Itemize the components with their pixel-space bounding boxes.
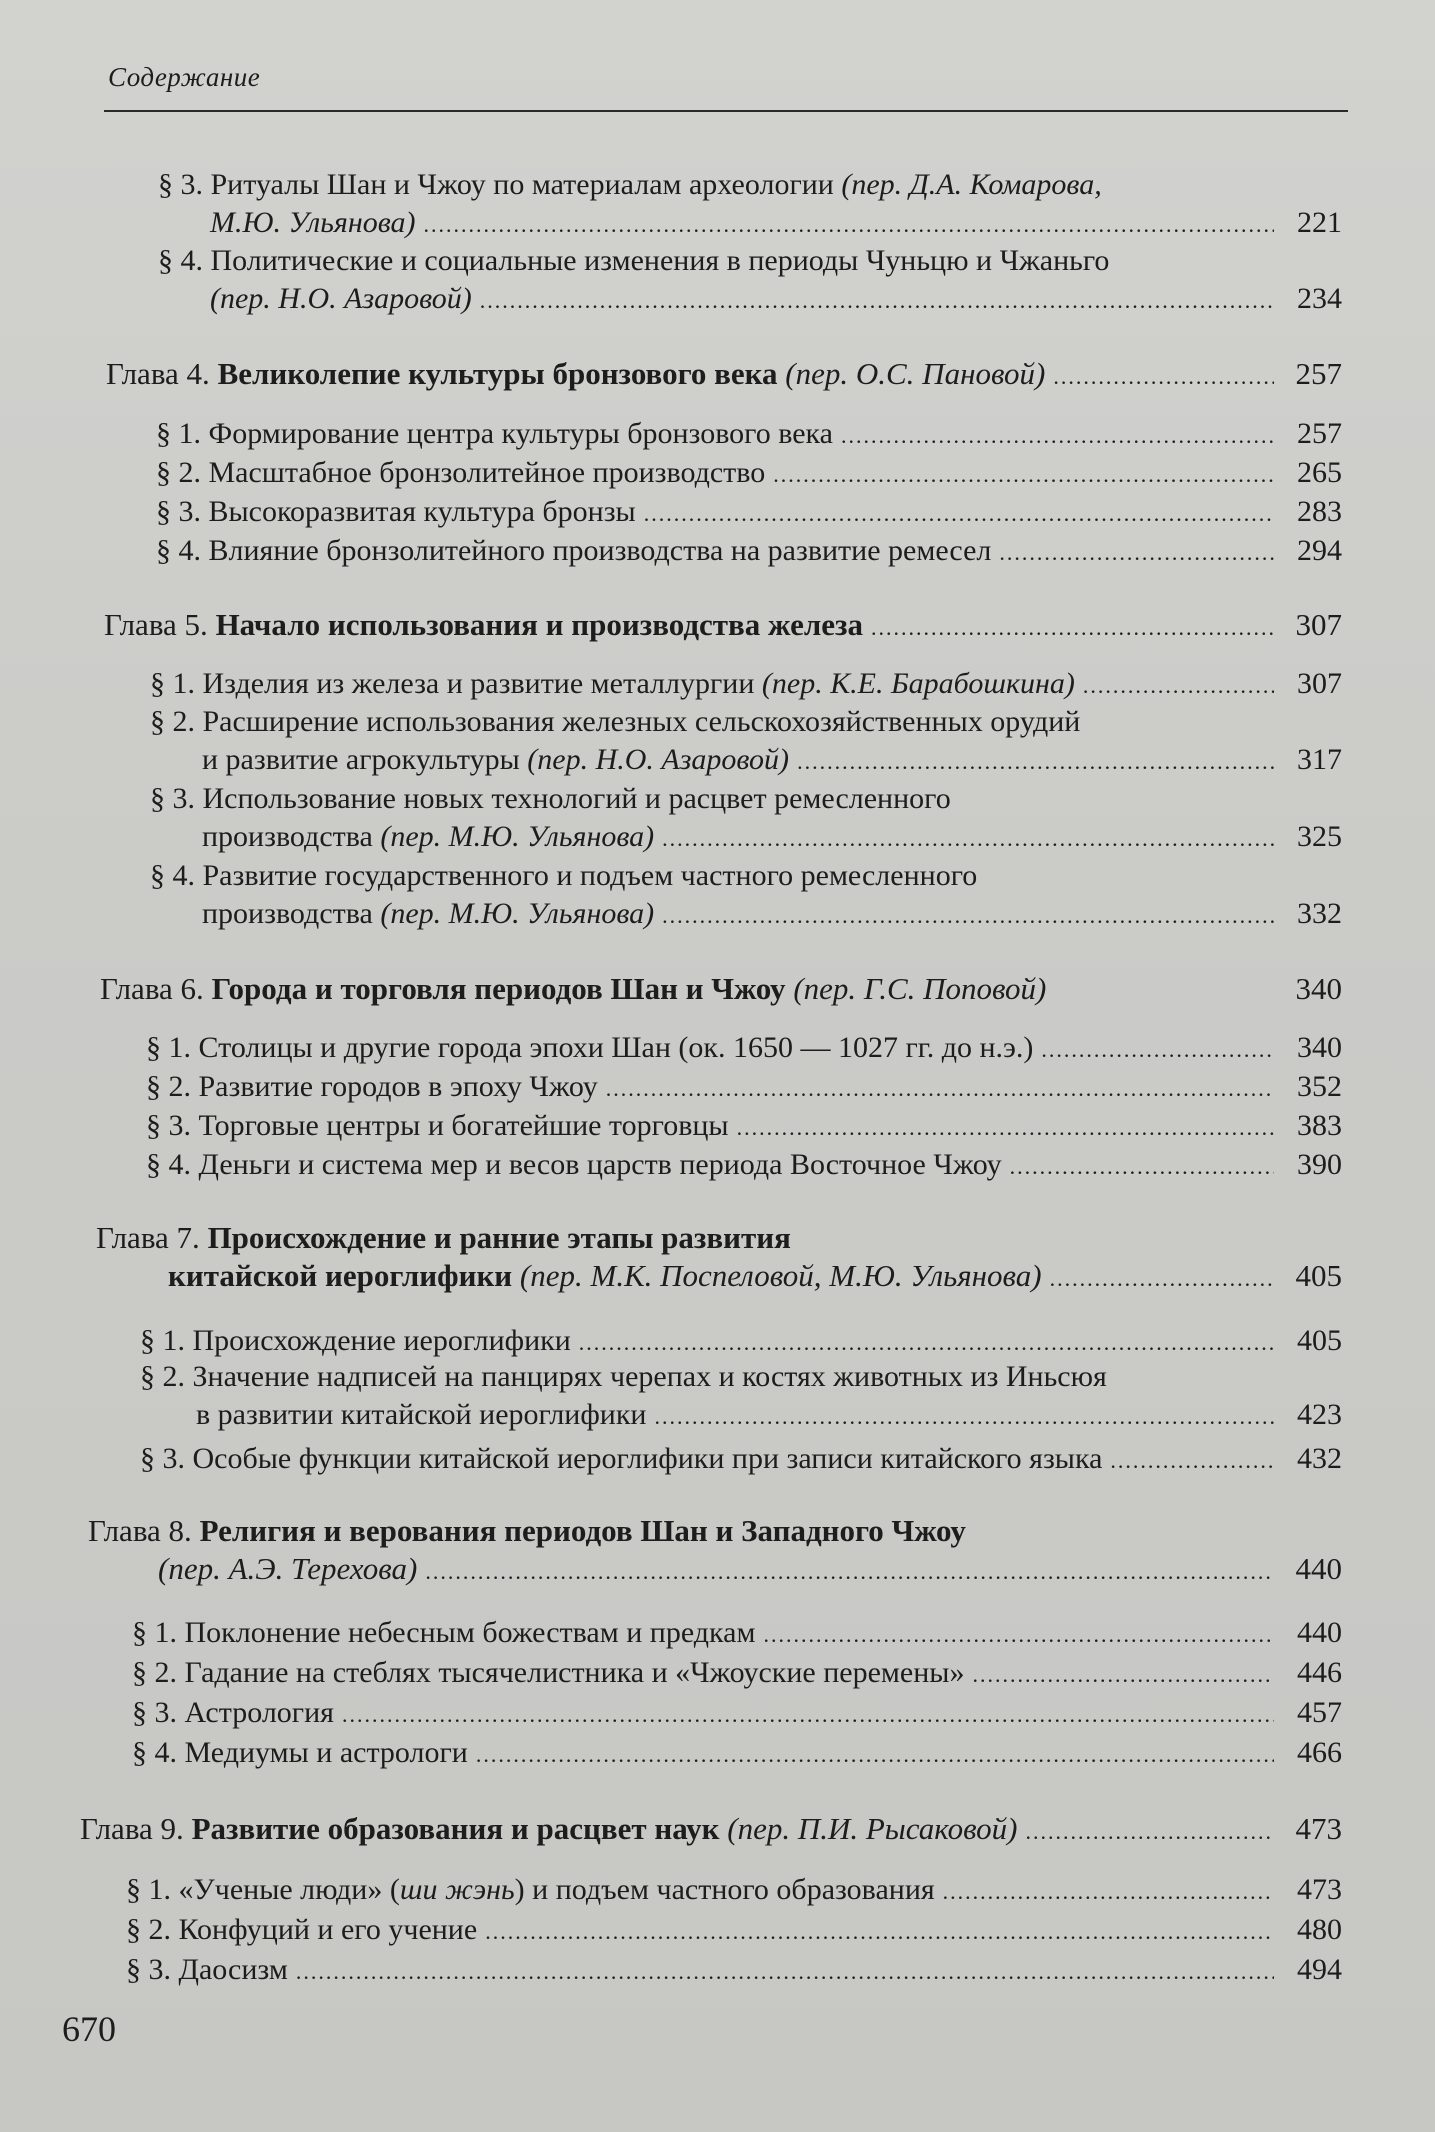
entry-translator: (пер. Д.А. Комарова,: [841, 168, 1102, 201]
leader-dots: [1010, 1148, 1274, 1186]
leader-dots: [644, 495, 1274, 533]
entry-label: § 3. Астрология: [132, 1696, 334, 1729]
page-number: 405: [1295, 1258, 1342, 1293]
leader-dots: [1110, 1442, 1274, 1480]
page-number: 440: [1295, 1551, 1342, 1586]
page-number: 307: [1295, 607, 1342, 642]
chapter-number: Глава 5.: [104, 607, 216, 642]
leader-dots: [654, 1398, 1274, 1436]
header-rule: [104, 110, 1348, 112]
toc-entry[interactable]: [140, 1440, 1342, 1480]
chapter-title: Происхождение и ранние этапы развития: [207, 1220, 791, 1255]
leader-dots: [485, 1913, 1274, 1951]
page-number: 257: [1297, 417, 1342, 450]
entry-label: § 3. Даосизм: [126, 1953, 288, 1986]
entry-label: § 3. Высокоразвитая культура бронзы: [156, 495, 636, 528]
leader-dots: [296, 1953, 1274, 1991]
entry-label: § 1. Поклонение небесным божествам и предкам: [132, 1616, 756, 1649]
entry-translator: (пер. М.К. Поспеловой, М.Ю. Ульянова): [512, 1258, 1042, 1293]
entry-label: § 2. Конфуций и его учение: [126, 1913, 478, 1946]
chapter-title: Великолепие культуры бронзового века: [217, 356, 778, 391]
entry-translator: (пер. Н.О. Азаровой): [210, 282, 472, 315]
chapter-title: Развитие образования и расцвет наук: [191, 1811, 720, 1846]
toc-entry[interactable]: [158, 166, 1342, 244]
page-number: 440: [1297, 1616, 1342, 1649]
page-number: 332: [1297, 897, 1342, 930]
entry-translator: (пер. К.Е. Барабошкина): [761, 667, 1075, 700]
entry-term: ши жэнь: [399, 1873, 515, 1906]
toc-entry[interactable]: [126, 1951, 1342, 1991]
page-number: 265: [1297, 456, 1342, 489]
page-number: 257: [1295, 356, 1342, 391]
leader-dots: [841, 417, 1274, 455]
chapter-title-cont: китайской иероглифики: [168, 1258, 513, 1293]
page-number: 432: [1297, 1442, 1342, 1475]
page-number: 473: [1297, 1873, 1342, 1906]
entry-label: § 3. Использование новых технологий и расцвет ремесленного: [150, 782, 951, 815]
entry-label-cont: производства: [202, 820, 381, 853]
chapter-title: Начало использования и производства железа: [215, 607, 863, 642]
entry-label-cont: в развитии китайской иероглифики: [196, 1398, 647, 1431]
leader-dots: [972, 1656, 1274, 1694]
entry-label: § 4. Развитие государственного и подъем частного ремесленного: [150, 859, 978, 892]
leader-dots: [425, 1553, 1274, 1591]
page-number: 221: [1297, 206, 1342, 239]
toc-entry[interactable]: [146, 1146, 1342, 1186]
entry-label: § 4. Влияние бронзолитейного производства на развитие ремесел: [156, 534, 992, 567]
page-number: 352: [1297, 1070, 1342, 1103]
leader-dots: [480, 282, 1274, 320]
entry-label-cont: производства: [202, 897, 381, 930]
entry-label: § 1. Происхождение иероглифики: [140, 1324, 571, 1357]
leader-dots: [871, 609, 1274, 647]
page-number: 234: [1297, 282, 1342, 315]
chapter-entry[interactable]: [88, 1512, 1342, 1591]
leader-dots: [943, 1873, 1274, 1911]
entry-label: § 3. Торговые центры и богатейшие торговцы: [146, 1109, 729, 1142]
page-number: 383: [1297, 1109, 1342, 1142]
toc-entry[interactable]: [140, 1322, 1342, 1362]
page-number: 457: [1297, 1696, 1342, 1729]
entry-label: § 1. Формирование центра культуры бронзового века: [156, 417, 833, 450]
entry-label: § 3. Ритуалы Шан и Чжоу по материалам археологии: [158, 168, 842, 201]
toc-entry[interactable]: [156, 415, 1342, 455]
entry-label: § 4. Медиумы и астрологи: [132, 1736, 468, 1769]
entry-translator: М.Ю. Ульянова): [210, 206, 416, 239]
toc-entry[interactable]: [158, 242, 1342, 320]
running-head: Содержание: [108, 62, 261, 92]
chapter-entry[interactable]: [104, 606, 1342, 647]
leader-dots: [606, 1070, 1274, 1108]
toc-entry[interactable]: [156, 454, 1342, 494]
entry-label: § 1. Изделия из железа и развитие металлургии: [150, 667, 762, 700]
toc-entry[interactable]: [146, 1068, 1342, 1108]
entry-translator: (пер. П.И. Рысаковой): [719, 1811, 1018, 1846]
entry-label: § 2. Развитие городов в эпоху Чжоу: [146, 1070, 598, 1103]
toc-entry[interactable]: [146, 1029, 1342, 1069]
leader-dots: [342, 1696, 1274, 1734]
leader-dots: [1053, 358, 1274, 396]
page-number: 325: [1297, 820, 1342, 853]
entry-label: § 1. Столицы и другие города эпохи Шан (ок. 1650 — 1027 гг. до н.э.): [146, 1031, 1034, 1064]
entry-translator: (пер. М.Ю. Ульянова): [380, 820, 655, 853]
page-number: 405: [1297, 1324, 1342, 1357]
page-number: 340: [1295, 971, 1342, 1006]
toc-entry[interactable]: [132, 1614, 1342, 1654]
chapter-title: Религия и верования периодов Шан и Западного Чжоу: [199, 1513, 966, 1548]
leader-dots: [763, 1616, 1274, 1654]
entry-label: § 2. Масштабное бронзолитейное производство: [156, 456, 766, 489]
leader-dots: [579, 1324, 1274, 1362]
page-folio: 670: [62, 2009, 116, 2049]
chapter-title: Города и торговля периодов Шан и Чжоу: [211, 971, 786, 1006]
entry-label: § 2. Значение надписей на панцирях черепах и костях животных из Иньсюя: [140, 1360, 1107, 1393]
chapter-entry[interactable]: [96, 1219, 1342, 1298]
toc-entry[interactable]: [150, 665, 1342, 705]
leader-dots: [1083, 667, 1274, 705]
toc-entry[interactable]: [126, 1871, 1342, 1911]
chapter-entry[interactable]: [106, 355, 1342, 396]
toc-entry[interactable]: [146, 1107, 1342, 1147]
chapter-number: Глава 6.: [100, 971, 212, 1006]
leader-dots: [797, 743, 1274, 781]
entry-label: § 2. Расширение использования железных сельскохозяйственных орудий: [150, 705, 1081, 738]
chapter-entry[interactable]: [100, 970, 1342, 1011]
entry-label: § 4. Деньги и система мер и весов царств периода Восточное Чжоу: [146, 1148, 1002, 1181]
leader-dots: [737, 1109, 1274, 1147]
toc-entry[interactable]: [126, 1911, 1342, 1951]
entry-translator: (пер. Н.О. Азаровой): [527, 743, 790, 776]
page-number: 340: [1297, 1031, 1342, 1064]
entry-label: § 3. Особые функции китайской иероглифики при записи китайского языка: [140, 1442, 1103, 1475]
chapter-number: Глава 8.: [88, 1513, 200, 1548]
leader-dots: [662, 820, 1274, 858]
toc-entry[interactable]: [156, 493, 1342, 533]
toc-entry[interactable]: [132, 1654, 1342, 1694]
entry-label: § 2. Гадание на стеблях тысячелистника и «Чжоуские перемены»: [132, 1656, 965, 1689]
entry-translator: (пер. А.Э. Терехова): [158, 1551, 418, 1586]
page-number: 423: [1297, 1398, 1342, 1431]
chapter-number: Глава 9.: [80, 1811, 192, 1846]
page-number: 307: [1297, 667, 1342, 700]
chapter-number: Глава 7.: [96, 1220, 208, 1255]
entry-label-cont: и развитие агрокультуры: [202, 743, 528, 776]
leader-dots: [424, 206, 1274, 244]
entry-translator: (пер. Г.С. Поповой): [785, 971, 1047, 1006]
toc-entry[interactable]: [150, 857, 1342, 935]
entry-translator: (пер. М.Ю. Ульянова): [380, 897, 655, 930]
chapter-entry[interactable]: [80, 1810, 1342, 1851]
leader-dots: [999, 534, 1274, 572]
toc-entry[interactable]: [140, 1358, 1342, 1436]
page-number: 390: [1297, 1148, 1342, 1181]
page-number: 294: [1297, 534, 1342, 567]
page-number: 446: [1297, 1656, 1342, 1689]
entry-label: § 1. «Ученые люди» (: [126, 1873, 400, 1906]
page-number: 494: [1297, 1953, 1342, 1986]
page-number: 317: [1297, 743, 1342, 776]
page-number: 466: [1297, 1736, 1342, 1769]
page-number: 480: [1297, 1913, 1342, 1946]
toc-entry[interactable]: [150, 780, 1342, 858]
leader-dots: [773, 456, 1274, 494]
entry-label: § 4. Политические и социальные изменения в периоды Чуньцю и Чжаньго: [158, 244, 1110, 277]
toc-entry[interactable]: [132, 1694, 1342, 1734]
leader-dots: [1025, 1813, 1274, 1851]
leader-dots: [1041, 1031, 1274, 1069]
page-number: 283: [1297, 495, 1342, 528]
entry-label-cont: ) и подъем частного образования: [514, 1873, 935, 1906]
entry-translator: (пер. О.С. Пановой): [777, 356, 1046, 391]
toc-entry[interactable]: [132, 1734, 1342, 1774]
leader-dots: [662, 897, 1274, 935]
leader-dots: [1050, 1260, 1274, 1298]
leader-dots: [476, 1736, 1274, 1774]
toc-entry[interactable]: [150, 703, 1342, 781]
toc-entry[interactable]: [156, 532, 1342, 572]
page-number: 473: [1295, 1811, 1342, 1846]
chapter-number: Глава 4.: [106, 356, 218, 391]
